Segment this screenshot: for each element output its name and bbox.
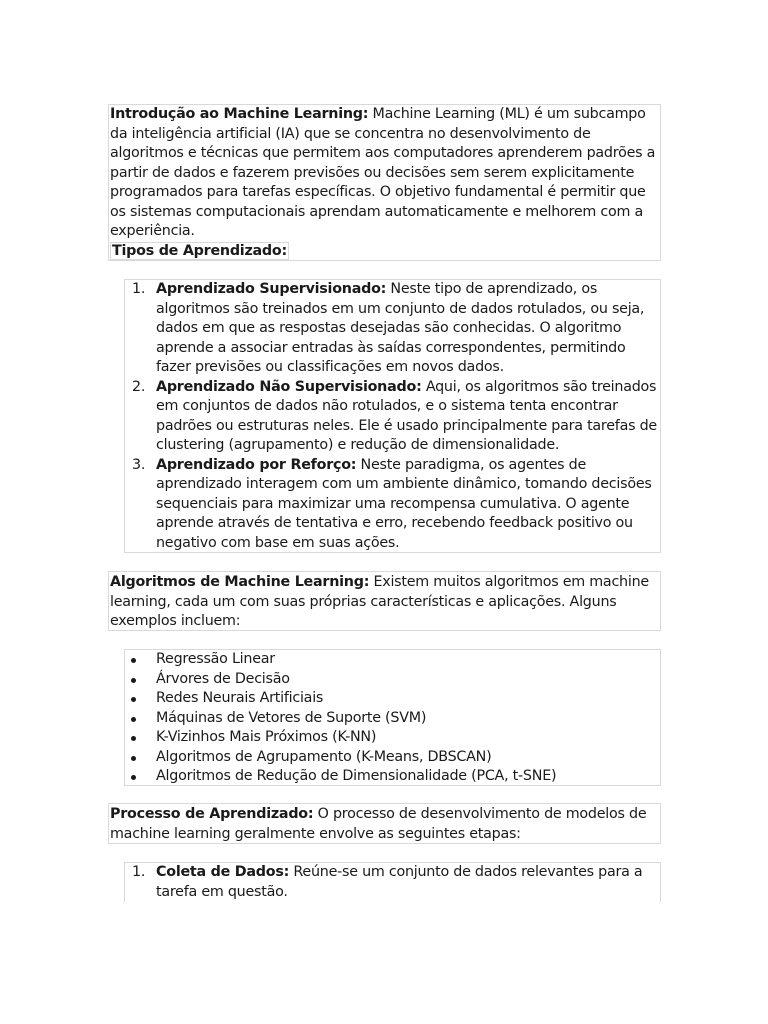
algoritmos-heading: Algoritmos de Machine Learning: — [110, 574, 370, 590]
algoritmos-list — [124, 650, 662, 787]
algoritmos-text: Existem muitos algoritmos em machine learning, cada um com suas próprias características e aplicações. Alguns exemplos incluem: — [110, 574, 649, 629]
bullet-icon — [131, 678, 136, 683]
tipos-heading: Tipos de Aprendizado: — [112, 243, 287, 259]
list-number: 3. — [132, 456, 146, 473]
tipos-list — [124, 280, 662, 553]
list-number: 1. — [132, 281, 146, 297]
bullet-icon — [131, 775, 136, 780]
list-item-text: Regressão Linear — [156, 651, 275, 667]
list-item-text: Redes Neurais Artificiais — [156, 690, 324, 706]
list-number: 2. — [132, 378, 146, 395]
list-item — [124, 767, 662, 787]
tipos-heading-paragraph — [110, 242, 662, 262]
processo-paragraph — [110, 805, 662, 844]
list-item — [124, 863, 662, 902]
list-item-title: Aprendizado Não Supervisionado: — [156, 378, 422, 395]
list-item-text: Algoritmos de Redução de Dimensionalidade (PCA, t-SNE) — [156, 768, 557, 784]
list-item-text: Máquinas de Vetores de Suporte (SVM) — [156, 709, 427, 726]
list-item-text: Árvores de Decisão — [156, 670, 290, 687]
list-item-text: Neste tipo de aprendizado, os algoritmos são treinados em um conjunto de dados rotulados, ou seja, dados em que as respostas desejadas são conhecidas. O algoritmo aprende a associar entradas às saídas correspondentes, permitindo fazer previsões ou classificações em novos dados. — [156, 281, 645, 375]
intro-heading: Introdução ao Machine Learning: — [110, 106, 369, 122]
list-item — [124, 378, 662, 456]
processo-text: O processo de desenvolvimento de modelos de machine learning geralmente envolve as seguintes etapas: — [110, 806, 647, 842]
intro-text: Machine Learning (ML) é um subcampo da inteligência artificial (IA) que se concentra no desenvolvimento de algoritmos e técnicas que permitem aos computadores aprenderem padrões a partir de dados e fazerem previsões ou decisões sem serem explicitamente programados para tarefas específicas. O objetivo fundamental é permitir que os sistemas computacionais aprendam automaticamente e melhorem com a experiência. — [110, 106, 656, 239]
list-item — [124, 670, 662, 690]
bullet-icon — [131, 736, 136, 741]
algoritmos-paragraph — [110, 573, 662, 632]
list-item — [124, 456, 662, 554]
list-item — [124, 280, 662, 378]
list-item — [124, 728, 662, 748]
intro-paragraph — [110, 105, 662, 242]
list-item-title: Aprendizado Supervisionado: — [156, 281, 387, 297]
list-item-text: Aqui, os algoritmos são treinados em conjuntos de dados não rotulados, e o sistema tenta encontrar padrões ou estruturas neles. Ele é usado principalmente para tarefas de clustering (agrupamento) e redução de dimensionalidade. — [156, 378, 657, 453]
list-item-text: K-Vizinhos Mais Próximos (K-NN) — [156, 729, 377, 745]
list-item — [124, 709, 662, 729]
bullet-icon — [131, 756, 136, 761]
list-item-text: Reúne-se um conjunto de dados relevantes para a tarefa em questão. — [156, 864, 643, 900]
list-item — [124, 689, 662, 709]
processo-heading: Processo de Aprendizado: — [110, 806, 314, 822]
processo-list — [124, 863, 662, 902]
list-item-title: Aprendizado por Reforço: — [156, 456, 357, 473]
bullet-icon — [131, 658, 136, 663]
list-item-text: Algoritmos de Agrupamento (K-Means, DBSCAN) — [156, 748, 492, 765]
bullet-icon — [131, 697, 136, 702]
list-number: 1. — [132, 864, 146, 880]
bullet-icon — [131, 717, 136, 722]
list-item-text: Neste paradigma, os agentes de aprendizado interagem com um ambiente dinâmico, tomando decisões sequenciais para maximizar uma recompensa cumulativa. O agente aprende através de tentativa e erro, recebendo feedback positivo ou negativo com base em suas ações. — [156, 456, 652, 551]
list-item — [124, 650, 662, 670]
list-item-title: Coleta de Dados: — [156, 864, 290, 880]
list-item — [124, 748, 662, 768]
